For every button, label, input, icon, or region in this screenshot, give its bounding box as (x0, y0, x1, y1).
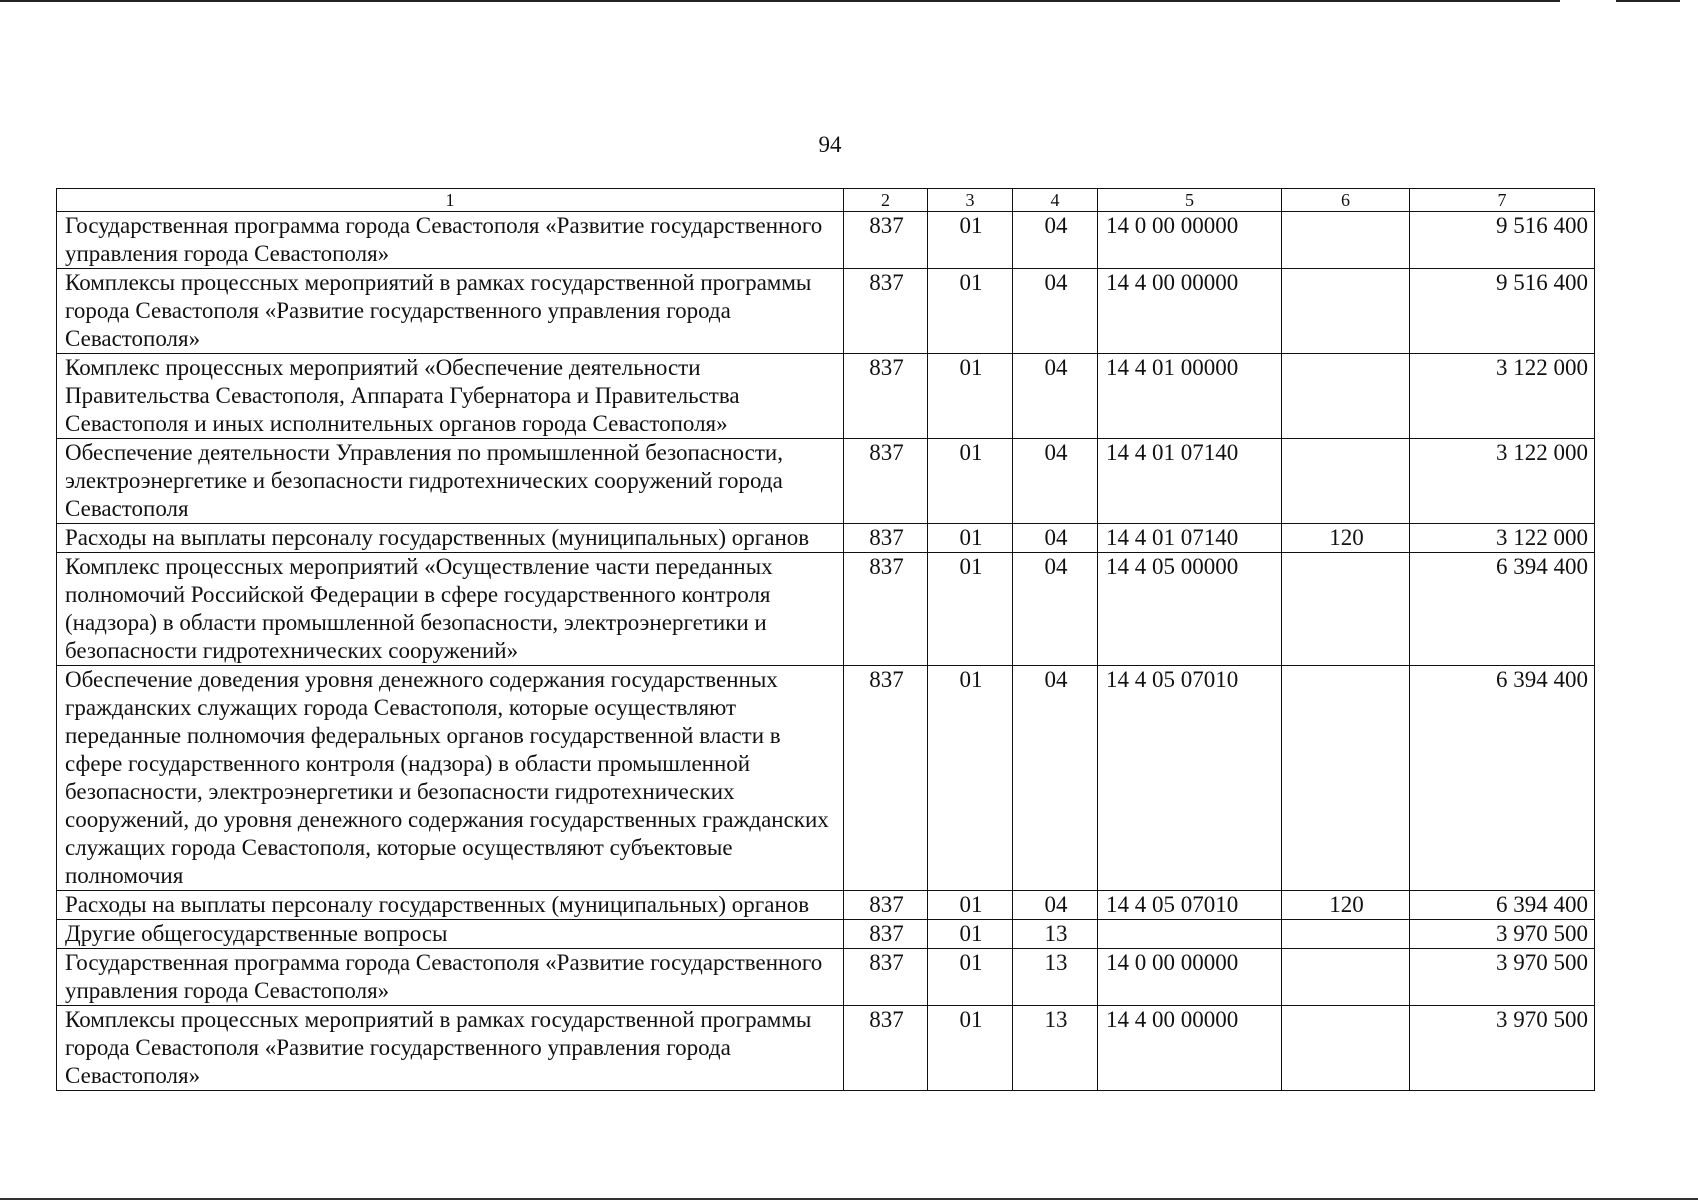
scan-top-edge (0, 0, 1560, 2)
column-number: 3 (928, 189, 1013, 212)
expense-type-cell: 120 (1282, 891, 1410, 920)
column-number: 2 (844, 189, 928, 212)
expense-type-cell (1282, 269, 1410, 354)
section-code-cell: 01 (928, 891, 1013, 920)
expense-name-cell: Обеспечение доведения уровня денежного содержания государственных гражданских служащих города Севастополя, которые осуществляют переданные полномочия федеральных органов государственной власти в сфере государственного контроля (надзора) в области промышленной безопасности, электроэнергетики и безопасности гидротехнических сооружений, до уровня денежного содержания государственных гражданских служащих города Севастополя, которые осуществляют субъектовые полномочия (57, 666, 844, 891)
subsection-code-cell: 13 (1013, 920, 1098, 949)
amount-cell: 6 394 400 (1410, 553, 1595, 666)
section-code-cell: 01 (928, 269, 1013, 354)
target-article-cell: 14 4 01 07140 (1098, 439, 1282, 524)
subsection-code-cell: 04 (1013, 666, 1098, 891)
target-article-cell: 14 0 00 00000 (1098, 212, 1282, 269)
expense-type-cell: 120 (1282, 524, 1410, 553)
target-article-cell: 14 4 05 07010 (1098, 666, 1282, 891)
expense-type-cell (1282, 666, 1410, 891)
department-code-cell: 837 (844, 553, 928, 666)
subsection-code-cell: 04 (1013, 439, 1098, 524)
section-code-cell: 01 (928, 666, 1013, 891)
amount-cell: 9 516 400 (1410, 269, 1595, 354)
department-code-cell: 837 (844, 269, 928, 354)
amount-cell: 3 122 000 (1410, 439, 1595, 524)
target-article-cell: 14 4 00 00000 (1098, 1006, 1282, 1091)
budget-table (56, 188, 1595, 1091)
subsection-code-cell: 04 (1013, 891, 1098, 920)
table-row (57, 439, 1595, 524)
expense-name-cell: Комплекс процессных мероприятий «Осуществление части переданных полномочий Российской Федерации в сфере государственного контроля (надзора) в области промышленной безопасности, электроэнергетики и безопасности гидротехнических сооружений» (57, 553, 844, 666)
target-article-cell (1098, 920, 1282, 949)
expense-name-cell: Государственная программа города Севастополя «Развитие государственного управления города Севастополя» (57, 212, 844, 269)
subsection-code-cell: 04 (1013, 524, 1098, 553)
table-row (57, 920, 1595, 949)
expense-name-cell: Государственная программа города Севастополя «Развитие государственного управления города Севастополя» (57, 949, 844, 1006)
scan-top-edge-right (1616, 0, 1680, 2)
department-code-cell: 837 (844, 949, 928, 1006)
column-number: 5 (1098, 189, 1282, 212)
amount-cell: 3 122 000 (1410, 524, 1595, 553)
expense-name-cell: Расходы на выплаты персоналу государственных (муниципальных) органов (57, 891, 844, 920)
subsection-code-cell: 13 (1013, 949, 1098, 1006)
department-code-cell: 837 (844, 212, 928, 269)
column-number-row (57, 189, 1595, 212)
subsection-code-cell: 04 (1013, 269, 1098, 354)
department-code-cell: 837 (844, 524, 928, 553)
expense-type-cell (1282, 212, 1410, 269)
subsection-code-cell: 04 (1013, 354, 1098, 439)
amount-cell: 3 122 000 (1410, 354, 1595, 439)
department-code-cell: 837 (844, 354, 928, 439)
expense-type-cell (1282, 920, 1410, 949)
table-row (57, 212, 1595, 269)
expense-type-cell (1282, 949, 1410, 1006)
target-article-cell: 14 0 00 00000 (1098, 949, 1282, 1006)
expense-name-cell: Комплекс процессных мероприятий «Обеспечение деятельности Правительства Севастополя, Аппарата Губернатора и Правительства Севастополя и иных исполнительных органов города Севастополя» (57, 354, 844, 439)
amount-cell: 3 970 500 (1410, 949, 1595, 1006)
amount-cell: 6 394 400 (1410, 891, 1595, 920)
section-code-cell: 01 (928, 212, 1013, 269)
budget-table-body (57, 212, 1595, 1091)
subsection-code-cell: 04 (1013, 553, 1098, 666)
department-code-cell: 837 (844, 666, 928, 891)
expense-type-cell (1282, 1006, 1410, 1091)
department-code-cell: 837 (844, 1006, 928, 1091)
section-code-cell: 01 (928, 553, 1013, 666)
subsection-code-cell: 13 (1013, 1006, 1098, 1091)
column-number: 6 (1282, 189, 1410, 212)
section-code-cell: 01 (928, 1006, 1013, 1091)
section-code-cell: 01 (928, 354, 1013, 439)
amount-cell: 9 516 400 (1410, 212, 1595, 269)
expense-name-cell: Расходы на выплаты персоналу государственных (муниципальных) органов (57, 524, 844, 553)
target-article-cell: 14 4 01 07140 (1098, 524, 1282, 553)
column-number: 1 (57, 189, 844, 212)
target-article-cell: 14 4 05 07010 (1098, 891, 1282, 920)
amount-cell: 3 970 500 (1410, 920, 1595, 949)
expense-name-cell: Другие общегосударственные вопросы (57, 920, 844, 949)
table-row (57, 666, 1595, 891)
expense-type-cell (1282, 439, 1410, 524)
table-row (57, 524, 1595, 553)
table-row (57, 949, 1595, 1006)
section-code-cell: 01 (928, 920, 1013, 949)
page-number: 94 (818, 132, 842, 157)
department-code-cell: 837 (844, 920, 928, 949)
target-article-cell: 14 4 05 00000 (1098, 553, 1282, 666)
subsection-code-cell: 04 (1013, 212, 1098, 269)
expense-type-cell (1282, 553, 1410, 666)
table-row (57, 1006, 1595, 1091)
target-article-cell: 14 4 01 00000 (1098, 354, 1282, 439)
department-code-cell: 837 (844, 439, 928, 524)
table-row (57, 269, 1595, 354)
table-row (57, 354, 1595, 439)
column-number: 7 (1410, 189, 1595, 212)
section-code-cell: 01 (928, 524, 1013, 553)
table-row (57, 891, 1595, 920)
target-article-cell: 14 4 00 00000 (1098, 269, 1282, 354)
section-code-cell: 01 (928, 439, 1013, 524)
section-code-cell: 01 (928, 949, 1013, 1006)
expense-type-cell (1282, 354, 1410, 439)
expense-name-cell: Обеспечение деятельности Управления по промышленной безопасности, электроэнергетике и безопасности гидротехнических сооружений города Севастополя (57, 439, 844, 524)
column-number: 4 (1013, 189, 1098, 212)
amount-cell: 6 394 400 (1410, 666, 1595, 891)
department-code-cell: 837 (844, 891, 928, 920)
table-row (57, 553, 1595, 666)
expense-name-cell: Комплексы процессных мероприятий в рамках государственной программы города Севастополя «Развитие государственного управления города Севастополя» (57, 1006, 844, 1091)
amount-cell: 3 970 500 (1410, 1006, 1595, 1091)
expense-name-cell: Комплексы процессных мероприятий в рамках государственной программы города Севастополя «Развитие государственного управления города Севастополя» (57, 269, 844, 354)
